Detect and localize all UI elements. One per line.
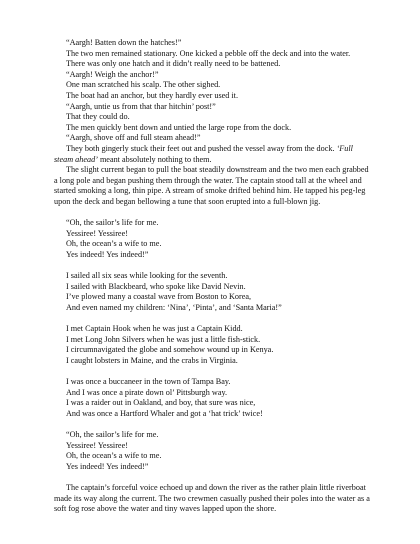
- song-stanza-chorus: [66, 430, 372, 472]
- text-span: They both gingerly stuck their feet out and pushed the vessel away from the dock.: [66, 143, 337, 153]
- paragraph-closing: The captain’s forceful voice echoed up and down the river as the rather plain little riverboat made its way along the current. The two crewmen casually pushed their poles into the water as a soft fog rose above the water and tiny waves lapped upon the shore.: [54, 482, 370, 514]
- song-stanza: [66, 271, 372, 313]
- paragraph: The boat had an anchor, but they hardly ever used it.: [66, 90, 239, 100]
- song-line: I circumnavigated the globe and somehow wound up in Kenya.: [66, 345, 274, 355]
- italic-phrase: ‘Full steam ahead’: [54, 143, 353, 164]
- song-line: I’ve plowed many a coastal wave from Boston to Korea,: [66, 292, 252, 302]
- paragraph: That they could do.: [66, 112, 130, 122]
- song-line: Oh, the ocean’s a wife to me.: [66, 239, 162, 249]
- song-line: And even named my children: ‘Nina’, ‘Pinta’, and ‘Santa Maria!”: [66, 302, 282, 312]
- paragraph: One man scratched his scalp. The other sighed.: [66, 80, 221, 90]
- paragraph: “Aargh, shove off and full steam ahead!”: [66, 133, 201, 143]
- song-stanza: [66, 324, 372, 366]
- song-line: I sailed all six seas while looking for the seventh.: [66, 271, 228, 281]
- song-line: I sailed with Blackbeard, who spoke like David Nevin.: [66, 281, 246, 291]
- story-text: [54, 38, 372, 515]
- song-line: And I was once a pirate down ol’ Pittsburgh way.: [66, 387, 228, 397]
- paragraph: “Aargh, untie us from that thar hitchin’ post!”: [66, 101, 216, 111]
- song-stanza: [66, 377, 372, 419]
- song-line: “Oh, the sailor’s life for me.: [66, 218, 159, 228]
- song-line: I met Long John Silvers when he was just a little fish-stick.: [66, 334, 261, 344]
- song-line: And was once a Hartford Whaler and got a ‘hat trick’ twice!: [66, 408, 263, 418]
- paragraph: There was only one hatch and it didn’t really need to be battened.: [66, 59, 281, 69]
- paragraph: The slight current began to pull the boat steadily downstream and the two men each grabbed a long pole and began pushing them through the water. The captain stood tall at the wheel and started smoking a long, thin pipe. A stream of smoke drifted behind him. He tapped his peg-leg upon the deck and began bellowing a tune that soon erupted into a full-blown jig.: [54, 165, 369, 206]
- song-line: Yes indeed! Yes indeed!”: [66, 249, 149, 259]
- song-line: Oh, the ocean’s a wife to me.: [66, 451, 162, 461]
- paragraph-full-steam: [54, 144, 372, 165]
- song-stanza-chorus: [66, 218, 372, 260]
- paragraph: The men quickly bent down and untied the large rope from the dock.: [66, 122, 292, 132]
- paragraph: “Aargh! Batten down the hatches!”: [66, 38, 182, 47]
- text-span: meant absolutely nothing to them.: [97, 154, 212, 164]
- paragraph: “Aargh! Weigh the anchor!”: [66, 69, 159, 79]
- song-line: I was a raider out in Oakland, and boy, that sure was nice,: [66, 398, 256, 408]
- song-line: “Oh, the sailor’s life for me.: [66, 429, 159, 439]
- song-line: I met Captain Hook when he was just a Captain Kidd.: [66, 324, 243, 334]
- song-line: Yessiree! Yessiree!: [66, 440, 128, 450]
- song-line: I was once a buccaneer in the town of Tampa Bay.: [66, 377, 231, 386]
- song-line: Yes indeed! Yes indeed!”: [66, 461, 149, 471]
- paragraph: The two men remained stationary. One kicked a pebble off the deck and into the water.: [66, 48, 351, 58]
- song-line: I caught lobsters in Maine, and the crabs in Virginia.: [66, 355, 238, 365]
- song-line: Yessiree! Yessiree!: [66, 228, 128, 238]
